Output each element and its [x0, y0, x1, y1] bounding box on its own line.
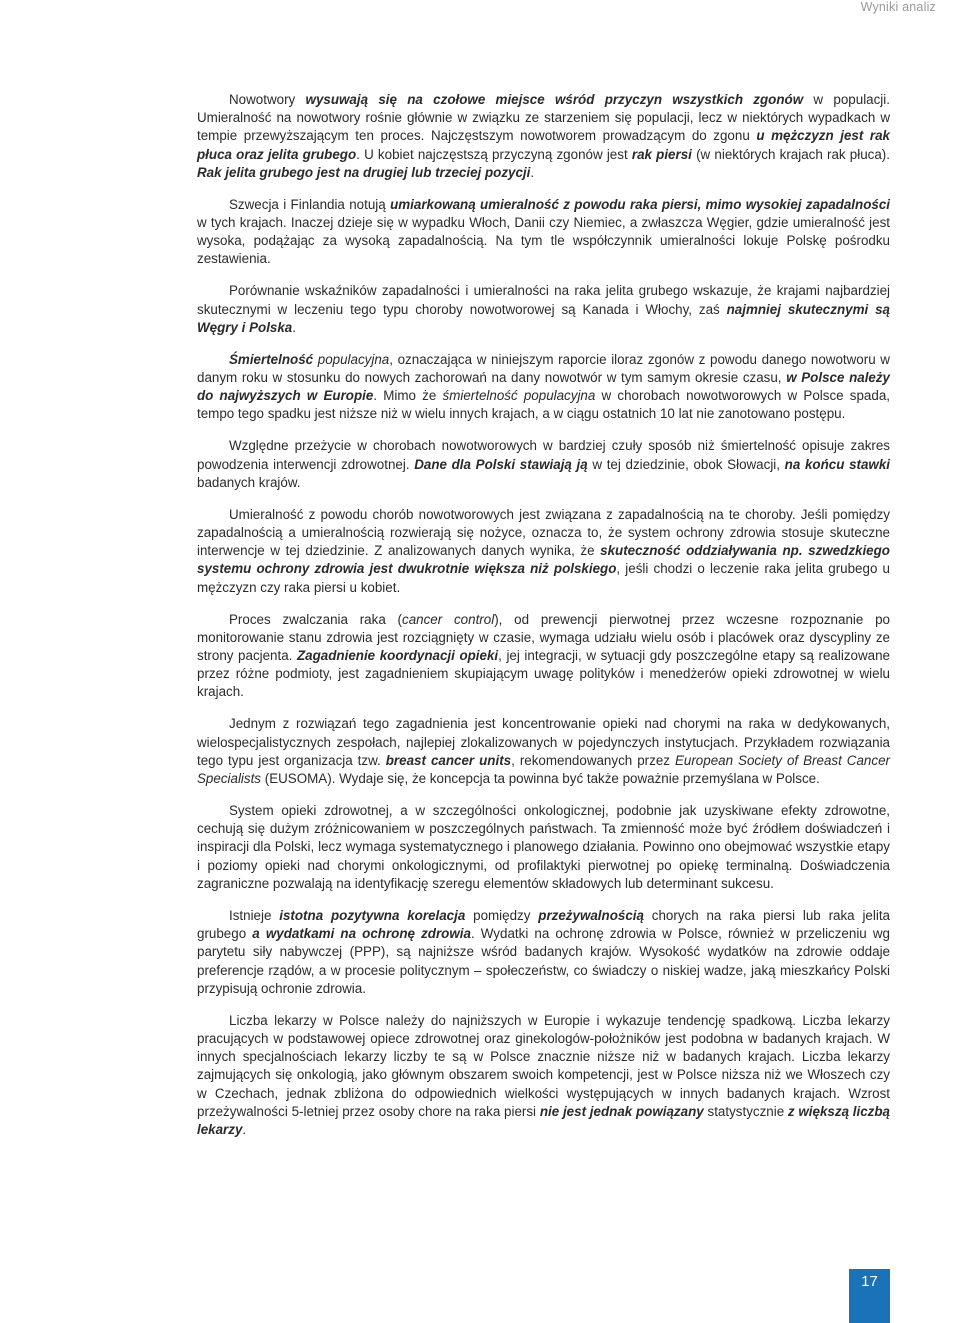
emphasis-text: w Polsce należy do najwyższych w Europie	[197, 370, 891, 404]
paragraph-text: pomiędzy	[465, 907, 539, 923]
paragraph-text: Szwecja i Finlandia notują	[229, 196, 391, 212]
paragraph	[197, 611, 890, 702]
paragraph	[197, 715, 890, 788]
paragraph-text: , oznaczająca w niniejszym raporcie iloraz zgonów z powodu danego nowotworu w danym roku w stosunku do nowych zachorowań na dany nowotwór w tym samym okresie czasu,	[197, 351, 890, 386]
page-header	[0, 0, 960, 22]
paragraph	[197, 437, 890, 492]
paragraph-text: .	[242, 1121, 247, 1137]
emphasis-text: Śmiertelność	[229, 351, 314, 367]
paragraph-text: w chorobach nowotworowych w Polsce spada, tempo tego spadku jest niższe niż w wielu innych krajach, a w ciągu ostatnich 10 lat nie zanotowano postępu.	[197, 388, 890, 422]
paragraph-text: badanych krajów.	[197, 474, 301, 490]
italic-text: śmiertelność populacyjna	[442, 388, 596, 404]
paragraph-text: statystycznie	[703, 1103, 788, 1119]
paragraph-text: Porównanie wskaźników zapadalności i umieralności na raka jelita grubego wskazuje, że krajami najbardziej skutecznymi w leczeniu tego typu choroby nowotworowej są Kanada i Włochy, zaś	[197, 283, 890, 317]
emphasis-text: skuteczność oddziaływania np. szwedzkiego systemu ochrony zdrowia jest dwukrotnie większa niż polskiego	[197, 543, 890, 577]
emphasis-text: rak piersi	[631, 146, 692, 162]
emphasis-text: u mężczyzn jest rak płuca oraz jelita grubego	[197, 128, 890, 162]
paragraph	[197, 196, 890, 269]
section-title: Wyniki analiz	[860, 0, 936, 14]
paragraph-text: .	[530, 164, 535, 180]
paragraph-text: . Wydatki na ochronę zdrowia w Polsce, również w przeliczeniu wg parytetu siły nabywczej (PPP), są najniższe wśród badanych krajów. Wysokość wydatków na zdrowie oddaje preferencje rządów, a w procesie politycznym – społeczeństw, co świadczy o niskiej wadze, jaką mieszkańcy Polski przypisują ochronie zdrowia.	[197, 926, 890, 996]
paragraph	[197, 907, 890, 998]
paragraph	[197, 802, 890, 893]
emphasis-text: najmniej skutecznymi są Węgry i Polska	[197, 301, 890, 335]
emphasis-text: nie jest jednak powiązany	[539, 1103, 704, 1119]
paragraph	[197, 506, 890, 597]
emphasis-text: wysuwają się na czołowe miejsce wśród przyczyn wszystkich zgonów	[305, 92, 804, 107]
report-body	[197, 91, 890, 1153]
paragraph-text: .	[292, 319, 296, 335]
emphasis-text: istotna pozytywna korelacja	[279, 907, 466, 923]
paragraph-text: , jeśli chodzi o leczenie raka jelita grubego u mężczyzn czy raka piersi u kobiet.	[197, 561, 891, 595]
emphasis-text: Dane dla Polski stawiają ją	[414, 456, 588, 472]
paragraph-text: . U kobiet najczęstszą przyczyną zgonów jest	[356, 146, 632, 162]
paragraph-text: , jej integracji, w sytuacji gdy poszczególne etapy są realizowane przez różne podmioty, jest zagadnieniem skupiającym uwagę polityków i menedżerów opieki zdrowotnej w wielu krajach.	[197, 648, 890, 700]
emphasis-text: Rak jelita grubego jest na drugiej lub trzeciej pozycji	[197, 164, 531, 180]
emphasis-text: z większą liczbą lekarzy	[197, 1103, 891, 1137]
paragraph-text: Istnieje	[229, 907, 280, 923]
paragraph-text: (EUSOMA). Wydaje się, że koncepcja ta powinna być także poważnie przemyślana w Polsce.	[261, 771, 820, 787]
italic-text: populacyjna	[313, 351, 390, 367]
paragraph-text: Proces zwalczania raka (	[229, 611, 403, 627]
paragraph-text: Względne przeżycie w chorobach nowotworowych w bardziej czuły sposób niż śmiertelność opisuje zakres powodzenia interwencji zdrowotnej.	[197, 438, 890, 472]
italic-text: European Society of Breast Cancer Specialists	[197, 752, 890, 787]
paragraph	[197, 282, 890, 337]
paragraph-text: w populacji. Umieralność na nowotwory rośnie głównie w związku ze starzeniem się populacji, lecz w niektórych wypadkach w tempie przewyższającym ten proces. Najczęstszym nowotworem prowadzącym do zgonu	[197, 92, 890, 144]
paragraph-text: Umieralność z powodu chorób nowotworowych jest związana z zapadalnością na te choroby. Jeśli pomiędzy zapadalnością a umieralnością rozwierają się nożyce, oznacza to, że system ochrony zdrowia stosuje skuteczne interwencje w tej dziedzinie. Z analizowanych danych wynika, że	[197, 506, 890, 559]
paragraph-text: ), od prewencji pierwotnej przez wczesne rozpoznanie po monitorowanie stanu zdrowia jest rozciągnięty w czasie, wymaga udziału wielu osób i placówek oraz dyscypliny ze strony pacjenta.	[197, 611, 890, 664]
paragraph-text: . Mimo że	[373, 388, 443, 404]
paragraph-text: (w niektórych krajach rak płuca).	[691, 146, 890, 162]
page-number: 17	[861, 1273, 878, 1290]
paragraph-text: w tej dziedzinie, obok Słowacji,	[587, 456, 785, 472]
paragraph-text: chorych na raka piersi lub raka jelita grubego	[197, 907, 890, 942]
emphasis-text: Zagadnienie koordynacji opieki	[296, 648, 499, 664]
emphasis-text: breast cancer units	[385, 752, 512, 768]
emphasis-text: umiarkowaną umieralność z powodu raka piersi, mimo wysokiej zapadalności	[390, 196, 890, 212]
emphasis-text: przeżywalnością	[538, 907, 644, 923]
paragraph	[197, 91, 890, 182]
paragraph-text: Liczba lekarzy w Polsce należy do najniższych w Europie i wykazuje tendencję spadkową. Liczba lekarzy pracujących w podstawowej opiece zdrowotnej oraz ginekologów-położników jest podobna w badanych krajach. W innych specjalnościach lekarzy liczby te są w Polsce znacznie niższe niż w badanych krajach. Liczba lekarzy zajmujących się onkologią, jako głównym obszarem swoich kompetencji, jest w Polsce niższa niż we Włoszech czy w Czechach, jednak zbliżona do odpowiednich wielkości występujących w innych badanych krajach. Wzrost przeżywalności 5-letniej przez osoby chore na raka piersi	[197, 1012, 890, 1119]
paragraph	[197, 351, 890, 424]
paragraph-text: w tych krajach. Inaczej dzieje się w wypadku Włoch, Danii czy Niemiec, a zwłaszcza Węgier, gdzie umieralność jest wysoka, podążając za wysoką zapadalnością. Na tym tle współczynnik umieralności lokuje Polskę pośrodku zestawienia.	[197, 215, 890, 267]
paragraph-text: Jednym z rozwiązań tego zagadnienia jest koncentrowanie opieki nad chorymi na raka w dedykowanych, wielospecjalistycznych zespołach, najlepiej zlokalizowanych w pojedynczych instytucjach. Przykładem rozwiązania tego typu jest organizacja tzw.	[197, 716, 890, 768]
emphasis-text: a wydatkami na ochronę zdrowia	[252, 926, 471, 942]
paragraph-text: , rekomendowanych przez	[511, 752, 675, 768]
emphasis-text: na końcu stawki	[784, 456, 891, 472]
paragraph-text: Nowotwory	[229, 92, 306, 107]
paragraph-text: System opieki zdrowotnej, a w szczególności onkologicznej, podobnie jak uzyskiwane efekty zdrowotne, cechują się dużym zróżnicowaniem w poszczególnych państwach. Ta zmienność może być źródłem doświadczeń i inspiracji dla Polski, lecz wymaga systematycznego i planowego działania. Powinno ono obejmować wszystkie etapy i poziomy opieki nad chorymi onkologicznymi, od profilaktyki pierwotnej po opiekę terminalną. Doświadczenia zagraniczne pozwalają na identyfikację szeregu elementów składowych lub determinant sukcesu.	[197, 803, 890, 891]
page-number-badge	[849, 1269, 890, 1323]
italic-text: cancer control	[402, 611, 495, 627]
paragraph	[197, 1012, 890, 1139]
